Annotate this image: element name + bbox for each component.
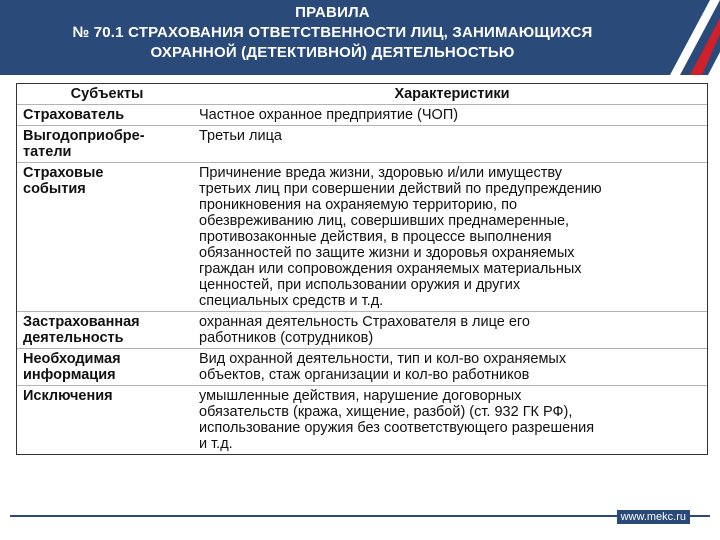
row-subject: Выгодоприобре- татели [23, 128, 145, 160]
table-body [17, 105, 707, 454]
row-characteristic: умышленные действия, нарушение договорных обязательств (кража, хищение, разбой) (ст. 932 ГК РФ), использование оружия без соответствующего разрешения и т.д. [199, 388, 595, 452]
footer-site-label: www.mekc.ru [617, 510, 690, 524]
row-characteristic: Причинение вреда жизни, здоровью и/или имуществу третьих лиц при совершении действий по предупреждению проникновения на охраняемую территорию, по обезвреживанию лиц, совершивших преднамеренные, противозаконные действия, в процессе выполнения обязанностей по защите жизни и здоровья охраняемых граждан или сопровождения охраняемых материальных ценностей, при использовании оружия и других специальных средств и т.д. [199, 165, 602, 309]
row-subject: Страхователь [23, 107, 125, 123]
table-row [17, 126, 707, 163]
row-subject: Страховые события [23, 165, 104, 197]
table-row [17, 105, 707, 126]
page-title [0, 3, 665, 63]
table-row [17, 349, 707, 386]
header-banner [0, 0, 720, 75]
title-line-1: ПРАВИЛА [295, 4, 370, 21]
insurance-table [16, 83, 708, 455]
row-characteristic: Третьи лица [199, 128, 282, 144]
header-stripes-icon [660, 0, 720, 75]
row-subject: Исключения [23, 388, 113, 404]
table-row [17, 163, 707, 312]
table-header-row [17, 84, 707, 105]
table-row [17, 312, 707, 349]
row-subject: Необходимая информация [23, 351, 121, 383]
row-characteristic: Вид охранной деятельности, тип и кол-во охраняемых объектов, стаж организации и кол-во работников [199, 351, 567, 383]
column-header-subjects: Субъекты [70, 86, 144, 102]
row-characteristic: охранная деятельность Страхователя в лице его работников (сотрудников) [199, 314, 530, 346]
row-subject: Застрахованная деятельность [23, 314, 140, 346]
column-header-characteristics: Характеристики [394, 86, 510, 102]
title-line-3: ОХРАННОЙ (ДЕТЕКТИВНОЙ) ДЕЯТЕЛЬНОСТЬЮ [150, 44, 515, 61]
table-row [17, 386, 707, 454]
footer-divider [10, 515, 710, 517]
title-line-2: № 70.1 СТРАХОВАНИЯ ОТВЕТСТВЕННОСТИ ЛИЦ, ЗАНИМАЮЩИХСЯ [72, 24, 593, 41]
row-characteristic: Частное охранное предприятие (ЧОП) [199, 107, 459, 123]
